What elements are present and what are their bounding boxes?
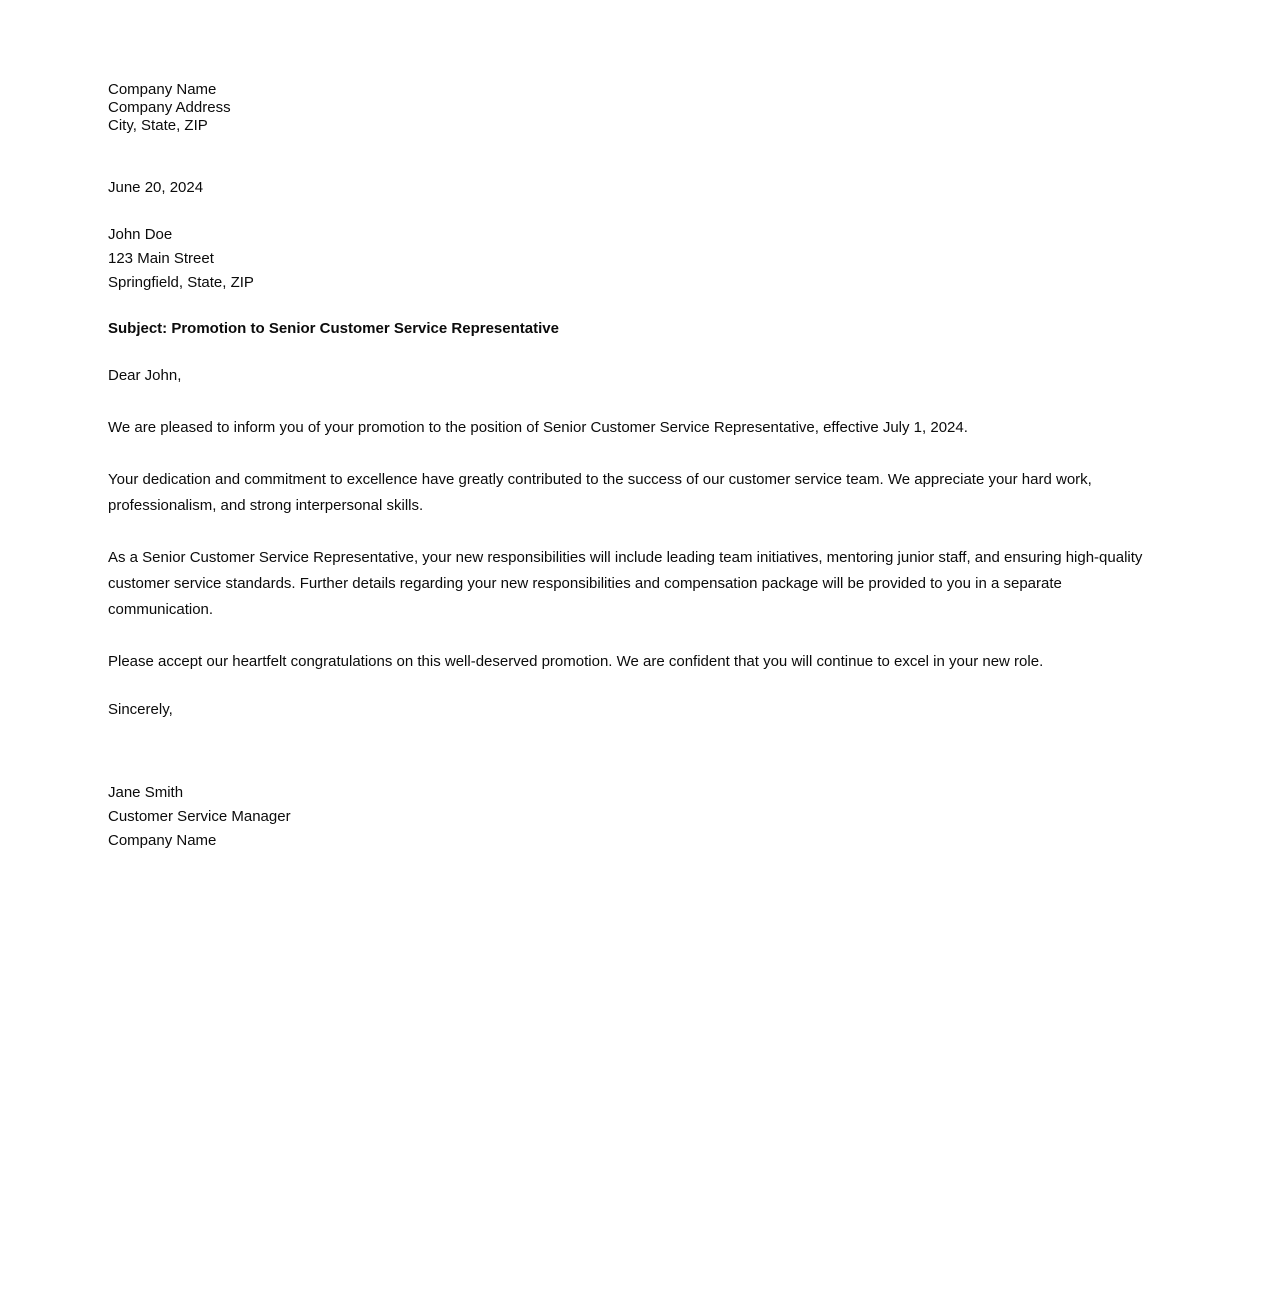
- sender-company-name: Company Name: [108, 81, 217, 98]
- body-paragraph-1: We are pleased to inform you of your promotion to the position of Senior Customer Service Representative, effective July 1, 2024.: [108, 419, 968, 436]
- signature-company: Company Name: [108, 832, 217, 849]
- greeting: Dear John,: [108, 367, 182, 384]
- subject-line: Subject: Promotion to Senior Customer Service Representative: [108, 320, 559, 337]
- recipient-city-state-zip: Springfield, State, ZIP: [108, 274, 254, 291]
- sender-address-block: [108, 81, 1166, 135]
- signature-title: Customer Service Manager: [108, 808, 291, 825]
- recipient-address-block: [108, 223, 1166, 295]
- letter-date: June 20, 2024: [108, 179, 204, 196]
- sender-city-state-zip: City, State, ZIP: [108, 117, 208, 134]
- recipient-street: 123 Main Street: [108, 250, 214, 267]
- body-paragraph-4: Please accept our heartfelt congratulations on this well-deserved promotion. We are confident that you will continue to excel in your new role.: [108, 653, 1044, 670]
- recipient-name: John Doe: [108, 226, 173, 243]
- sender-company-address: Company Address: [108, 99, 231, 116]
- signature-name: Jane Smith: [108, 784, 184, 801]
- body-paragraph-3: As a Senior Customer Service Representative, your new responsibilities will include leading team initiatives, mentoring junior staff, and ensuring high-quality customer service standards. Further details regarding your new responsibilities and compensation package will be provided to you in a separate communication.: [108, 549, 1143, 618]
- signature-block: [108, 781, 1166, 853]
- body-paragraph-2: Your dedication and commitment to excellence have greatly contributed to the success of our customer service team. We appreciate your hard work, professionalism, and strong interpersonal skills.: [108, 471, 1092, 514]
- closing: Sincerely,: [108, 701, 173, 718]
